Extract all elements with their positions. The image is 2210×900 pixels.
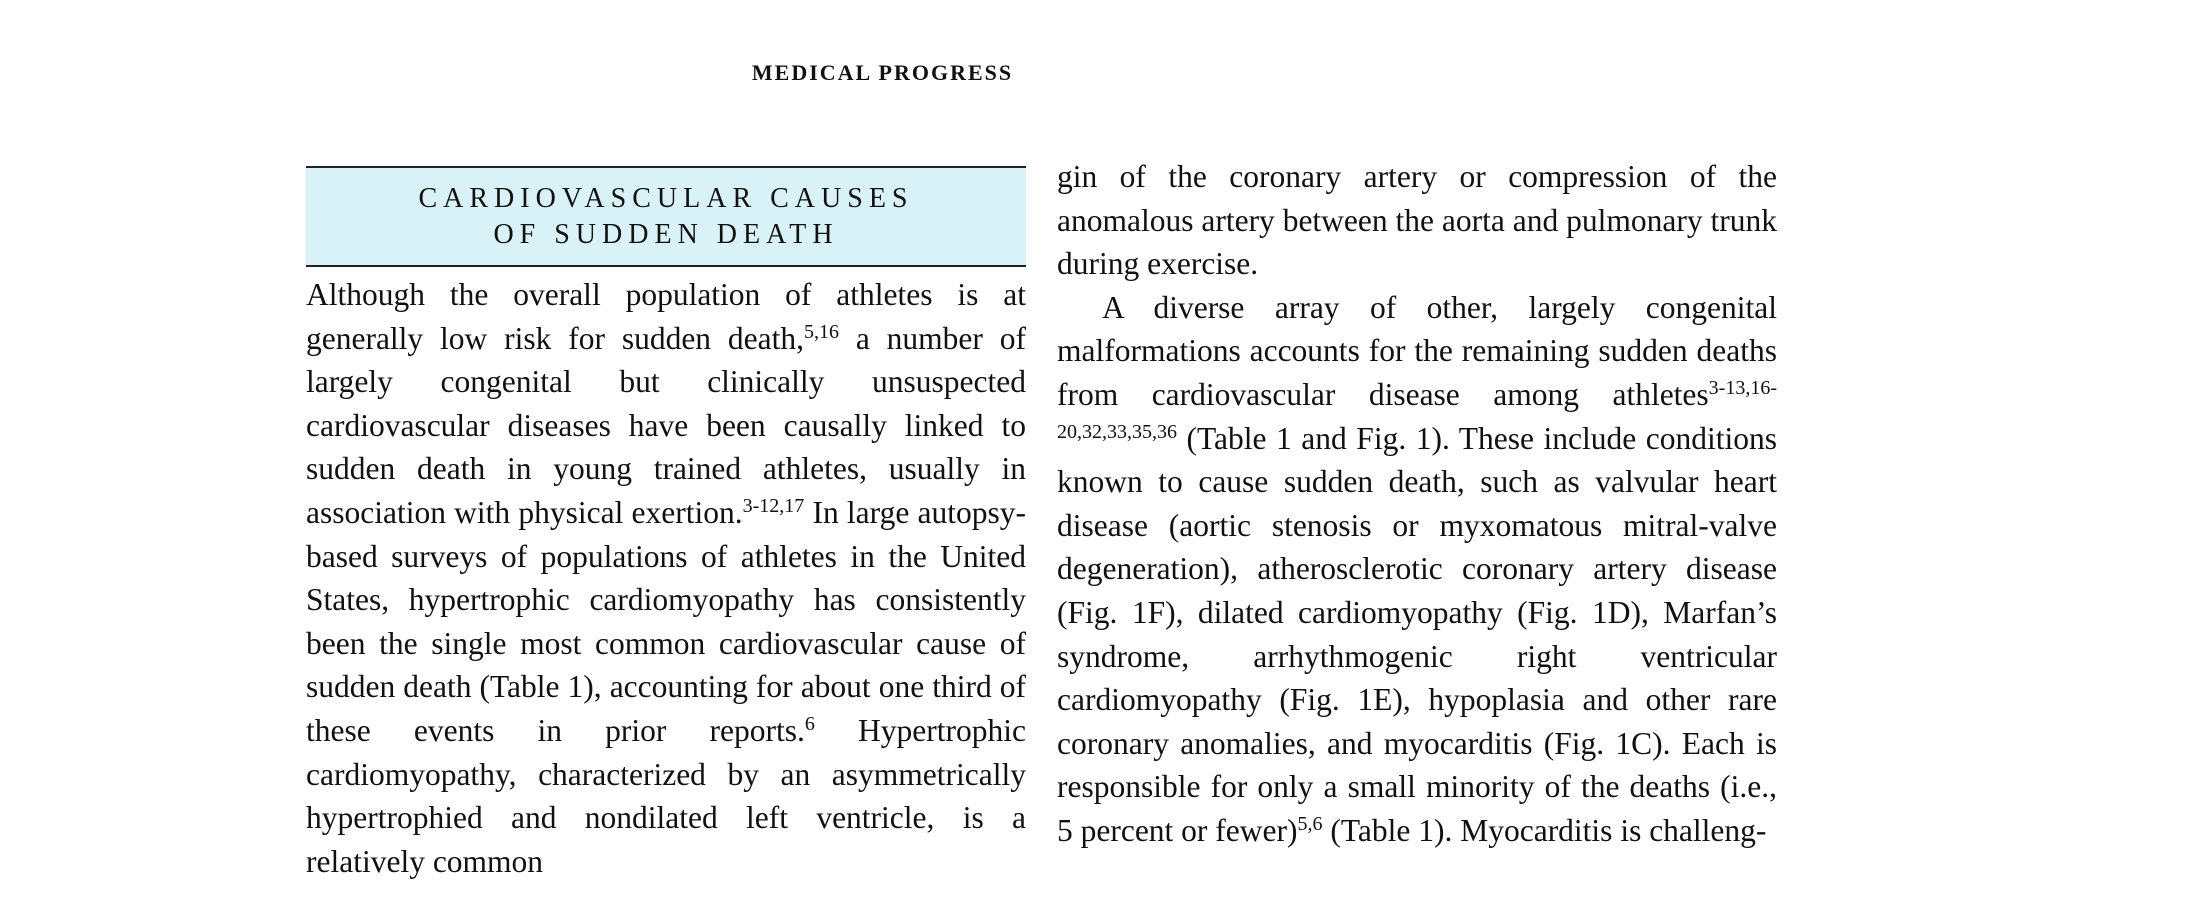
text-run: a number of largely congenital but clinically unsuspected cardiovascular diseases have been causally linked to sudden death in young trained athletes, usually in association with physical exertion.: [306, 320, 1026, 530]
left-paragraph-1: [306, 273, 1026, 883]
right-paragraph-2: [1057, 286, 1777, 853]
citation-superscript: 3-13,16-20,32,33,35,36: [1057, 376, 1777, 443]
section-heading-line-2: OF SUDDEN DEATH: [493, 218, 839, 250]
citation-superscript: 3-12,17: [742, 494, 805, 517]
citation-superscript: 5,6: [1297, 812, 1323, 835]
text-run: A diverse array of other, largely congenital malformations accounts for the remaining sudden deaths from cardiovascular disease among athletes: [1057, 289, 1777, 412]
section-heading-line-1: CARDIOVASCULAR CAUSES: [418, 182, 914, 214]
text-run: (Table 1 and Fig. 1). These include conditions known to cause sudden death, such as valvular heart disease (aortic stenosis or myxomatous mitral-valve degeneration), atherosclerotic coronary artery disease (Fig. 1F), dilated cardiomyopathy (Fig. 1D), Marfan’s syndrome, arrhythmogenic right ventricular cardiomyopathy (Fig. 1E), hypoplasia and other rare coronary anomalies, and myocarditis (Fig. 1C). Each is responsible for only a small minority of the deaths (i.e., 5 percent or fewer): [1057, 420, 1777, 848]
right-column: [1057, 155, 1777, 853]
section-heading-box: [306, 166, 1026, 267]
citation-superscript: 6: [804, 712, 815, 735]
text-run: Although the overall population of athletes is at generally low risk for sudden death,: [306, 277, 1026, 356]
citation-superscript: 5,16: [804, 320, 839, 343]
text-run: Hypertrophic cardiomyopathy, characterized by an asymmetrically hypertrophied and nondilated left ventricle, is a relatively common: [306, 712, 1026, 879]
text-run: (Table 1). Myocarditis is challeng-: [1322, 812, 1767, 848]
left-column: [306, 166, 1026, 883]
right-paragraph-1: gin of the coronary artery or compression of the anomalous artery between the aorta and pulmonary trunk during exercise.: [1057, 159, 1777, 282]
running-head: MEDICAL PROGRESS: [751, 60, 1014, 85]
text-run: In large autopsy-based surveys of populations of athletes in the United States, hypertrophic cardiomyopathy has consistently been the single most common cardiovascular cause of sudden death (Table 1), accounting for about one third of these events in prior reports.: [306, 494, 1026, 748]
